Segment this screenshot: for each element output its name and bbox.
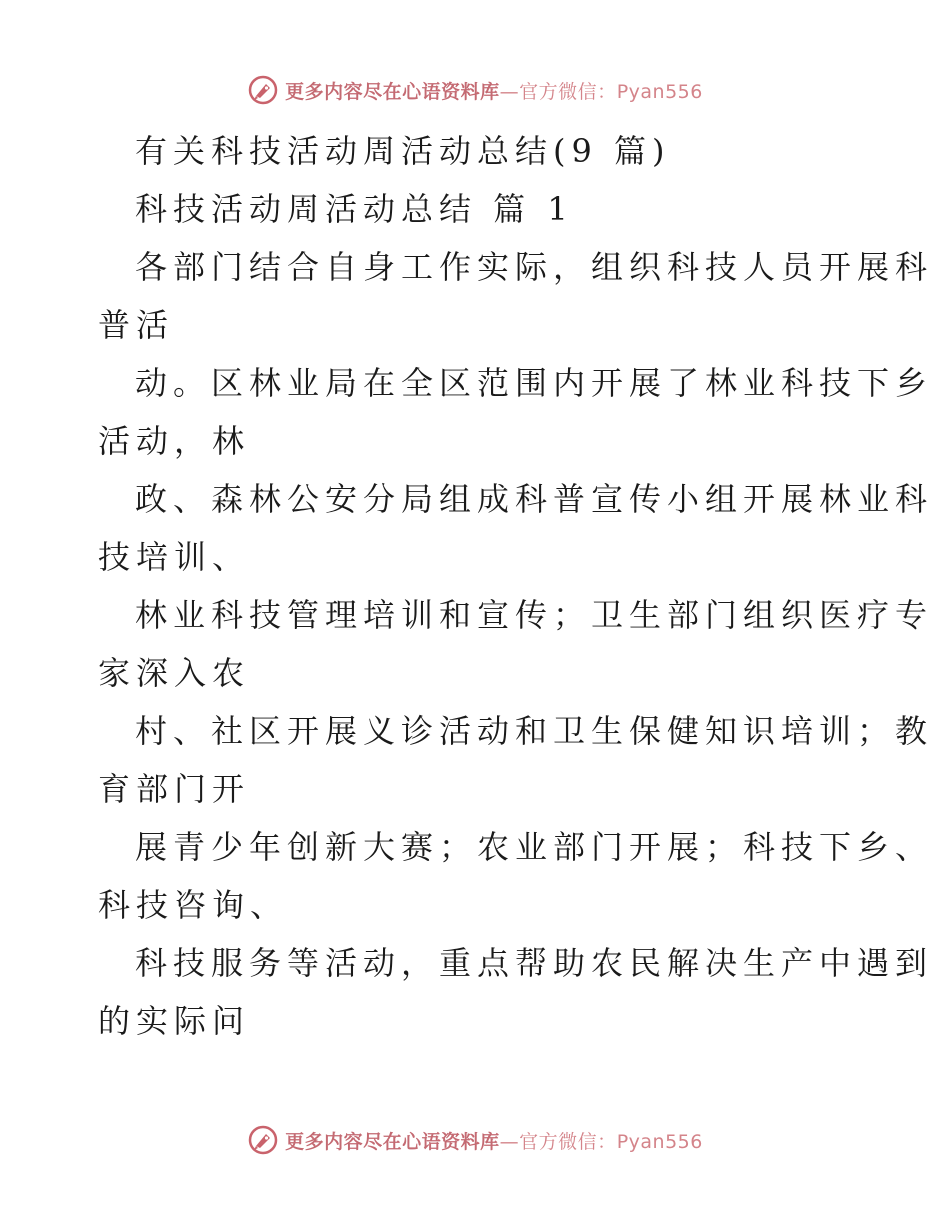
text-line: 各部门结合自身工作实际，组织科技人员开展科 <box>135 248 934 286</box>
text-line: 科技服务等活动，重点帮助农民解决生产中遇到 <box>135 944 934 982</box>
watermark-main-text: 更多内容尽在心语资料库 <box>285 1130 500 1153</box>
paragraph <box>98 238 934 1050</box>
text-line: 展青少年创新大赛；农业部门开展；科技下乡、 <box>135 828 934 866</box>
watermark-dash: — <box>499 80 520 103</box>
text-line: 普活 <box>98 306 175 344</box>
text-line: 村、社区开展义诊活动和卫生保健知识培训；教 <box>135 712 934 750</box>
watermark-main-text: 更多内容尽在心语资料库 <box>285 80 500 103</box>
watermark-label: 官方微信： <box>519 80 617 103</box>
text-line: 育部门开 <box>98 770 251 808</box>
text-line: 的实际问 <box>98 1002 251 1040</box>
watermark-label: 官方微信： <box>519 1130 617 1153</box>
text-line: 林业科技管理培训和宣传；卫生部门组织医疗专 <box>135 596 934 634</box>
document-body <box>98 122 934 1050</box>
section-heading: 科技活动周活动总结 篇 1 <box>135 190 574 228</box>
watermark-id: Pyan556 <box>616 1130 703 1153</box>
watermark-dash: — <box>499 1130 520 1153</box>
pen-nib-icon <box>247 74 279 106</box>
text-line: 活动，林 <box>98 422 251 460</box>
text-line: 科技咨询、 <box>98 886 289 924</box>
watermark-footer <box>0 1120 950 1160</box>
text-line: 家深入农 <box>98 654 251 692</box>
text-line: 技培训、 <box>98 538 251 576</box>
pen-nib-icon <box>247 1124 279 1156</box>
watermark-header <box>0 70 950 110</box>
text-line: 政、森林公安分局组成科普宣传小组开展林业科 <box>135 480 934 518</box>
document-title: 有关科技活动周活动总结(9 篇) <box>135 132 671 170</box>
text-line: 动。区林业局在全区范围内开展了林业科技下乡 <box>135 364 934 402</box>
watermark-id: Pyan556 <box>616 80 703 103</box>
